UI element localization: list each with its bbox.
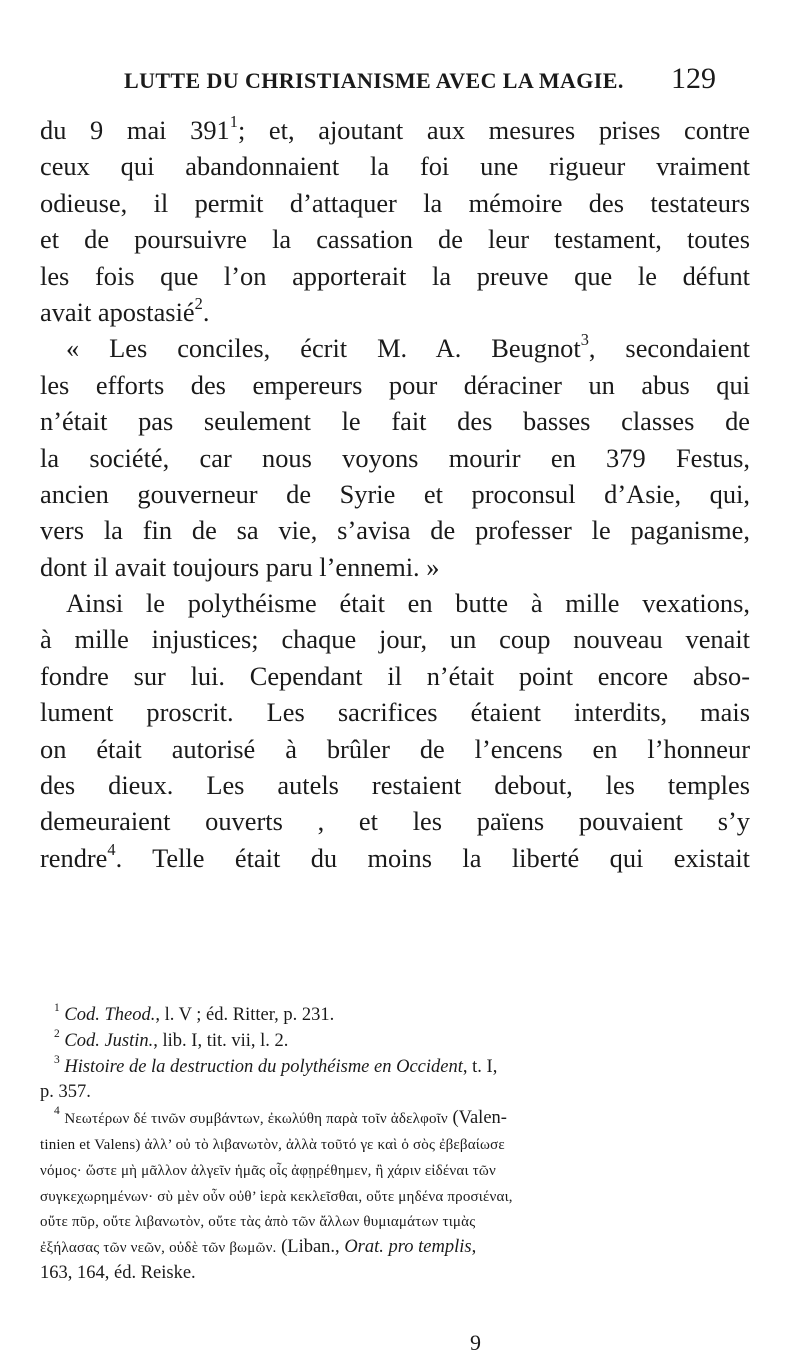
footnote-number: 4 [54,1105,60,1118]
greek-quote: οὔτε πῦρ, οὔτε λιβανωτὸν, οὔτε τὰς ἀπὸ τῶν ἄλλων θυμιαμάτων τιμὰς [40,1214,476,1231]
footnote-continuation [40,1158,752,1184]
text-line: les fois que l’on apporterait la preuve que le défunt [40,260,750,291]
text-line: et de poursuivre la cassation de leur testament, toutes [40,224,750,255]
footnote-number: 2 [54,1027,60,1040]
text-line: ceux qui abandonnaient la foi une rigueur vraiment [40,151,750,182]
page-header [110,62,716,104]
footnote-source: Orat. pro templis [344,1237,472,1258]
text-line: lument proscrit. Les sacrifices étaient interdits, mais [40,697,750,728]
footnote-continuation [40,1209,752,1235]
footnotes [40,1003,752,1287]
footnote-continuation: ἐξήλασας τῶν νεῶν, οὐδὲ τῶν βωμῶν. (Liban., Orat. pro templis, [40,1237,477,1258]
text-line: à mille injustices; chaque jour, un coup nouveau venait [40,624,750,655]
text-line: des dieux. Les autels restaient debout, les temples [40,770,750,801]
greek-quote: tinien et Valens) ἀλλ’ οὐ τὸ λιβανωτὸν, ἀλλὰ τοῦτό γε καὶ ὁ σὸς ἐβεβαίωσε [40,1136,505,1153]
footnote-number: 1 [54,1002,60,1015]
footnote-ref: 4 [107,839,116,859]
greek-quote: Νεωτέρων δέ τινῶν συμβάντων, ἐκωλύθη παρὰ τοῖν ἀδελφοῖν [64,1111,448,1128]
footnote-continuation: p. 357. [40,1082,91,1103]
footnote-source: Histoire de la destruction du polythéisme en Occident [64,1056,463,1077]
greek-quote: ἐξήλασας τῶν νεῶν, οὐδὲ τῶν βωμῶν. [40,1240,277,1257]
text-line: « Les conciles, écrit M. A. Beugnot$^3$, secondaient [66,330,750,364]
footnote-4: $^4$ Νεωτέρων δέ τινῶν συμβάντων, ἐκωλύθη παρὰ τοῖν ἀδελφοῖν (Valen- [54,1105,507,1129]
footnote-source: Cod. Theod. [64,1005,156,1025]
footnote-source: Cod. Justin. [64,1030,154,1051]
text-line: odieuse, il permit d’attaquer la mémoire des testateurs [40,187,750,218]
text-line: rendre$^4$. Telle était du moins la liberté qui existait [40,839,750,873]
footnote-3: $^3$ Histoire de la destruction du polythéisme en Occident, t. I, [54,1053,498,1077]
text-line: du 9 mai $391^1$; et, ajoutant aux mesures prises contre [40,111,750,145]
text-line: la société, car nous voyons mourir en 379 Festus, [40,442,750,473]
text-line: vers la fin de sa vie, s’avisa de professer le paganisme, [40,515,750,546]
footnote-continuation [40,1132,752,1158]
greek-quote: συγκεχωρημένων· σὺ μὲν οὖν οὐθ’ ἱερὰ κεκλεῖσθαι, οὔτε μηδένα προσιέναι, [40,1188,513,1205]
footnote-ref: 2 [194,293,203,313]
footnote-1: $^1$ Cod. Theod., l. V ; éd. Ritter, p. 231. [54,1002,335,1025]
main-text [40,112,750,876]
text-line: ancien gouverneur de Syrie et proconsul d’Asie, qui, [40,478,750,509]
signature-mark: 9 [470,1330,481,1355]
footnote-number: 3 [54,1053,60,1066]
footnote-continuation: 163, 164, éd. Reiske. [40,1262,196,1283]
text-line: Ainsi le polythéisme était en butte à mille vexations, [66,588,750,619]
footnote-2: $^2$ Cod. Justin., lib. I, tit. vii, l. 2. [54,1027,289,1051]
text-line: avait apostasié$^2$. [40,293,210,327]
text-line: dont il avait toujours paru l’ennemi. » [40,551,440,582]
page-number: 129 [671,62,716,95]
text-line: les efforts des empereurs pour déraciner un abus qui [40,369,750,400]
running-title: LUTTE DU CHRISTIANISME AVEC LA MAGIE. [124,68,624,93]
text-line: demeuraient ouverts , et les païens pouvaient s’y [40,806,750,837]
footnote-ref: 3 [580,330,589,350]
footnote-ref: 1 [229,111,238,131]
text-line: on était autorisé à brûler de l’encens en l’honneur [40,733,750,764]
text-line: fondre sur lui. Cependant il n’était point encore abso- [40,660,750,691]
greek-quote: νόμος· ὥστε μὴ μᾶλλον ἀλγεῖν ἡμᾶς οἷς ἀφῃρέθημεν, ἢ χάριν εἰδέναι τῶν [40,1162,496,1179]
footnote-continuation [40,1184,752,1210]
text-line: n’était pas seulement le fait des basses classes de [40,406,750,437]
